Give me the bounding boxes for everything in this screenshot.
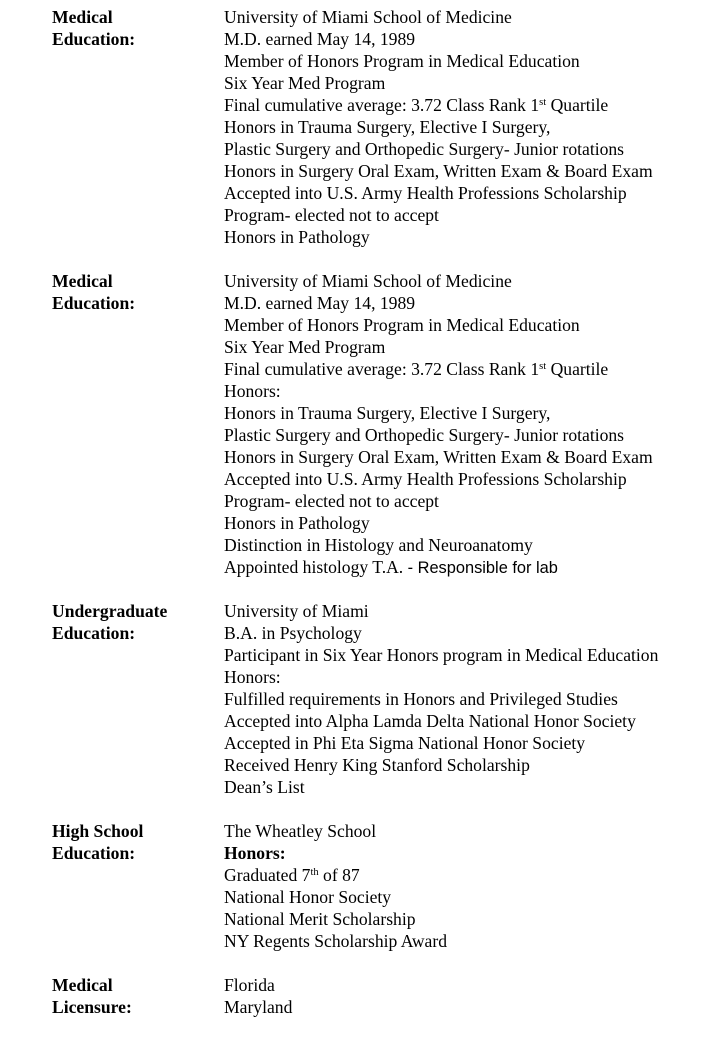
entry-line: Six Year Med Program (224, 337, 386, 357)
cv-section (0, 600, 726, 798)
entry-line: Plastic Surgery and Orthopedic Surgery- Junior rotations (224, 425, 625, 445)
entry-text: - Responsible for lab (407, 559, 558, 577)
section-label-line: Medical (52, 7, 113, 27)
cv-page (0, 6, 726, 1040)
section-label-line: Licensure: (52, 997, 132, 1017)
section-label (0, 820, 224, 952)
ordinal-superscript: th (310, 867, 319, 878)
entry-line: M.D. earned May 14, 1989 (224, 29, 416, 49)
entry-line: Honors in Pathology (224, 513, 370, 533)
section-label-line: Education: (52, 623, 136, 643)
section-label (0, 270, 224, 578)
entry-line: Honors in Surgery Oral Exam, Written Exam & Board Exam (224, 161, 653, 181)
entry-line: Florida (224, 975, 275, 995)
section-label-line: Medical (52, 271, 113, 291)
entry-line: Honors in Trauma Surgery, Elective I Surgery, (224, 403, 551, 423)
entry-line (224, 864, 726, 886)
section-label (0, 974, 224, 1018)
entry-line: Received Henry King Stanford Scholarship (224, 755, 530, 775)
entry-line: B.A. in Psychology (224, 623, 362, 643)
section-label (0, 600, 224, 798)
entry-text: Quartile (546, 95, 609, 115)
entry-line: University of Miami (224, 601, 369, 621)
entry-line: Member of Honors Program in Medical Education (224, 51, 580, 71)
entry-line: University of Miami School of Medicine (224, 7, 512, 27)
cv-section (0, 974, 726, 1018)
entry-line: Six Year Med Program (224, 73, 386, 93)
section-label-line: Education: (52, 293, 136, 313)
section-label-line: Education: (52, 29, 136, 49)
section-content (224, 820, 726, 952)
entry-line (224, 94, 726, 116)
entry-line: Distinction in Histology and Neuroanatomy (224, 535, 533, 555)
entry-line: National Merit Scholarship (224, 909, 416, 929)
ordinal-superscript: st (539, 97, 547, 108)
entry-line: Honors in Surgery Oral Exam, Written Exam & Board Exam (224, 447, 653, 467)
entry-line: Accepted into U.S. Army Health Professions Scholarship (224, 469, 627, 489)
entry-line: NY Regents Scholarship Award (224, 931, 447, 951)
entry-line (224, 556, 726, 578)
entry-text: Quartile (546, 359, 609, 379)
cv-section (0, 820, 726, 952)
entry-text: Appointed histology T.A. (224, 557, 408, 577)
entry-line: Honors: (224, 381, 281, 401)
entry-line: Maryland (224, 997, 293, 1017)
section-content (224, 6, 726, 248)
entry-line: Participant in Six Year Honors program in Medical Education (224, 645, 659, 665)
entry-line: National Honor Society (224, 887, 392, 907)
entry-line: University of Miami School of Medicine (224, 271, 512, 291)
section-content (224, 974, 726, 1018)
entry-text: Graduated 7 (224, 865, 311, 885)
section-label-line: Medical (52, 975, 113, 995)
cv-section (0, 270, 726, 578)
section-content (224, 270, 726, 578)
entry-text: of 87 (318, 865, 360, 885)
entry-line: Program- elected not to accept (224, 491, 439, 511)
entry-line: The Wheatley School (224, 821, 377, 841)
entry-line: Honors in Trauma Surgery, Elective I Surgery, (224, 117, 551, 137)
entry-line (224, 358, 726, 380)
entry-line: Accepted into U.S. Army Health Professions Scholarship (224, 183, 627, 203)
cv-section (0, 6, 726, 248)
entry-line: Accepted in Phi Eta Sigma National Honor Society (224, 733, 586, 753)
entry-line: Plastic Surgery and Orthopedic Surgery- Junior rotations (224, 139, 625, 159)
section-label-line: Undergraduate (52, 601, 168, 621)
entry-line: Honors in Pathology (224, 227, 370, 247)
entry-line: Dean’s List (224, 777, 305, 797)
section-label-line: High School (52, 821, 144, 841)
section-label-line: Education: (52, 843, 136, 863)
entry-text: Final cumulative average: 3.72 Class Rank 1 (224, 95, 540, 115)
section-content (224, 600, 726, 798)
entry-line: Honors: (224, 843, 286, 863)
entry-line: M.D. earned May 14, 1989 (224, 293, 416, 313)
entry-line: Accepted into Alpha Lamda Delta National Honor Society (224, 711, 636, 731)
entry-line: Fulfilled requirements in Honors and Privileged Studies (224, 689, 618, 709)
ordinal-superscript: st (539, 361, 547, 372)
entry-line: Honors: (224, 667, 281, 687)
entry-line: Member of Honors Program in Medical Education (224, 315, 580, 335)
entry-text: Final cumulative average: 3.72 Class Rank 1 (224, 359, 540, 379)
entry-line: Program- elected not to accept (224, 205, 439, 225)
section-label (0, 6, 224, 248)
